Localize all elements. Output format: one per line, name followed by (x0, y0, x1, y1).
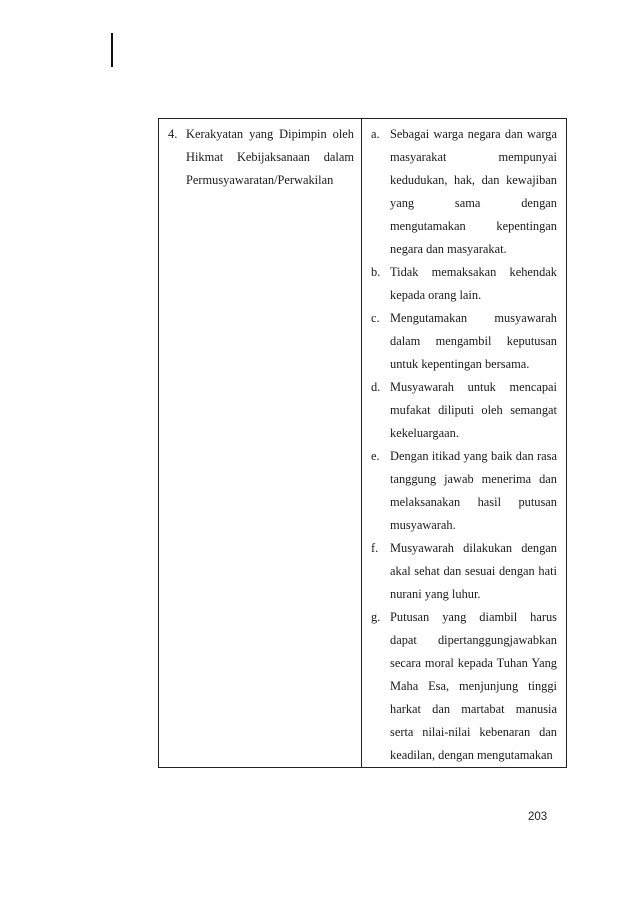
principle-cell (159, 119, 362, 768)
pancasila-values-table (158, 118, 567, 768)
point-text: Tidak memaksakan kehendak kepada orang lain. (390, 265, 557, 302)
point-letter: g. (371, 610, 381, 624)
point-letter: f. (371, 541, 379, 555)
point-text: Mengutamakan musyawarah dalam mengambil keputusan untuk kepentingan bersama. (390, 311, 557, 371)
point-text: Dengan itikad yang baik dan rasa tanggung jawab menerima dan melaksanakan hasil putusan musyawarah. (390, 449, 557, 532)
list-item (371, 261, 557, 307)
list-item (371, 376, 557, 445)
point-text: Musyawarah untuk mencapai mufakat diliputi oleh semangat kekeluargaan. (390, 380, 557, 440)
point-letter: c. (371, 311, 380, 325)
principle-text: Kerakyatan yang Dipimpin oleh Hikmat Kebijaksanaan dalam Permusyawaratan/Perwakilan (186, 127, 354, 187)
point-letter: a. (371, 127, 380, 141)
point-letter: b. (371, 265, 381, 279)
point-letter: e. (371, 449, 380, 463)
principle-item (168, 123, 354, 192)
point-text: Musyawarah dilakukan dengan akal sehat dan sesuai dengan hati nurani yang luhur. (390, 541, 557, 601)
point-text: Sebagai warga negara dan warga masyarakat mempunyai kedudukan, hak, dan kewajiban yang sama dengan mengutamakan kepentingan negara dan masyarakat. (390, 127, 557, 256)
list-item (371, 445, 557, 537)
list-item (371, 307, 557, 376)
list-item (371, 123, 557, 261)
list-item (371, 606, 557, 767)
table-row (159, 119, 567, 768)
point-letter: d. (371, 380, 381, 394)
list-item (371, 537, 557, 606)
point-text: Putusan yang diambil harus dapat dipertanggungjawabkan secara moral kepada Tuhan Yang Maha Esa, menjunjung tinggi harkat dan martabat manusia serta nilai-nilai kebenaran dan keadilan, dengan mengutamakan (390, 610, 557, 762)
page-number: 203 (528, 811, 548, 823)
margin-mark (111, 33, 113, 67)
points-cell (362, 119, 567, 768)
principle-number: 4. (168, 127, 178, 141)
points-list (371, 123, 557, 767)
